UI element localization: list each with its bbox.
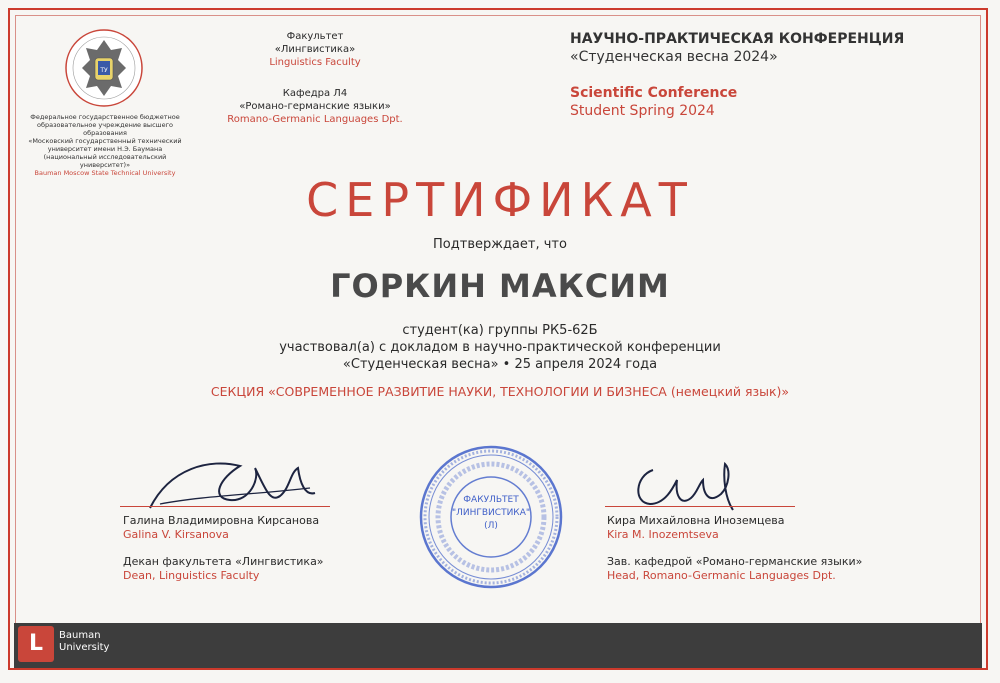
left-signatory-role-en: Dean, Linguistics Faculty — [123, 569, 260, 582]
footer-brand-line: University — [59, 642, 110, 653]
conference-date: «Студенческая весна» • 25 апреля 2024 года — [342, 357, 658, 372]
stamp-line: "ЛИНГВИСТИКА" — [451, 508, 530, 518]
conference-name: «Студенческая весна 2024» — [570, 49, 778, 65]
footer-logo-letter: L — [28, 631, 44, 656]
conference-block — [570, 30, 970, 120]
department-name-en: Romano-Germanic Languages Dpt. — [227, 114, 403, 125]
faculty-name: «Лингвистика» — [274, 44, 356, 55]
left-signature — [140, 448, 320, 518]
confirms-text: Подтверждает, что — [433, 237, 567, 252]
official-stamp — [416, 442, 566, 592]
university-name — [22, 113, 188, 177]
certificate-details — [0, 322, 1000, 373]
participation-text: участвовал(а) с докладом в научно-практической конференции — [279, 340, 721, 355]
university-name-line: университет имени Н.Э. Баумана — [47, 145, 163, 153]
department-label: Кафедра Л4 — [282, 88, 348, 99]
right-signature — [625, 458, 755, 518]
section-name: СЕКЦИЯ «СОВРЕМЕННОЕ РАЗВИТИЕ НАУКИ, ТЕХНОЛОГИИ И БИЗНЕСА (немецкий язык)» — [210, 384, 790, 399]
footer-brand — [59, 630, 139, 654]
left-signature-line — [120, 506, 330, 507]
university-name-line: «Московский государственный технический — [28, 137, 182, 145]
right-signature-line — [605, 506, 795, 507]
student-group: студент(ка) группы РК5-62Б — [402, 323, 598, 338]
right-signatory-name: Кира Михайловна Иноземцева — [607, 514, 785, 527]
conference-name-en: Student Spring 2024 — [570, 103, 715, 119]
right-signatory-role: Зав. кафедрой «Романо-германские языки» — [607, 555, 863, 568]
stamp-line: ФАКУЛЬТЕТ — [463, 495, 519, 505]
stamp-line: (Л) — [484, 521, 498, 531]
emblem-text: ТУ — [100, 67, 108, 74]
certificate-heading: СЕРТИФИКАТ — [306, 173, 694, 227]
faculty-block — [230, 30, 400, 69]
university-emblem — [64, 28, 144, 108]
university-name-line: Федеральное государственное бюджетное — [30, 113, 180, 121]
left-signatory — [123, 514, 373, 583]
conference-title: НАУЧНО-ПРАКТИЧЕСКАЯ КОНФЕРЕНЦИЯ — [570, 31, 905, 47]
right-signatory-role-en: Head, Romano-Germanic Languages Dpt. — [607, 569, 836, 582]
footer-logo-icon — [18, 626, 54, 662]
university-name-line: (национальный исследовательский университет)» — [43, 153, 167, 169]
faculty-name-en: Linguistics Faculty — [269, 57, 361, 68]
footer-brand-line: Bauman — [59, 630, 101, 641]
footer-bar — [14, 623, 982, 668]
university-name-line: образовательное учреждение высшего образования — [37, 121, 173, 137]
left-signatory-name-en: Galina V. Kirsanova — [123, 528, 229, 541]
conference-title-en: Scientific Conference — [570, 85, 738, 101]
right-signatory — [607, 514, 877, 583]
recipient-name: ГОРКИН МАКСИМ — [330, 267, 670, 305]
left-signatory-name: Галина Владимировна Кирсанова — [123, 514, 320, 527]
university-name-en: Bauman Moscow State Technical University — [34, 169, 176, 177]
stamp-text — [416, 494, 566, 533]
department-name: «Романо-германские языки» — [239, 101, 391, 112]
right-signatory-name-en: Kira M. Inozemtseva — [607, 528, 719, 541]
faculty-label: Факультет — [286, 31, 344, 42]
department-block — [220, 87, 410, 126]
left-signatory-role: Декан факультета «Лингвистика» — [123, 555, 324, 568]
